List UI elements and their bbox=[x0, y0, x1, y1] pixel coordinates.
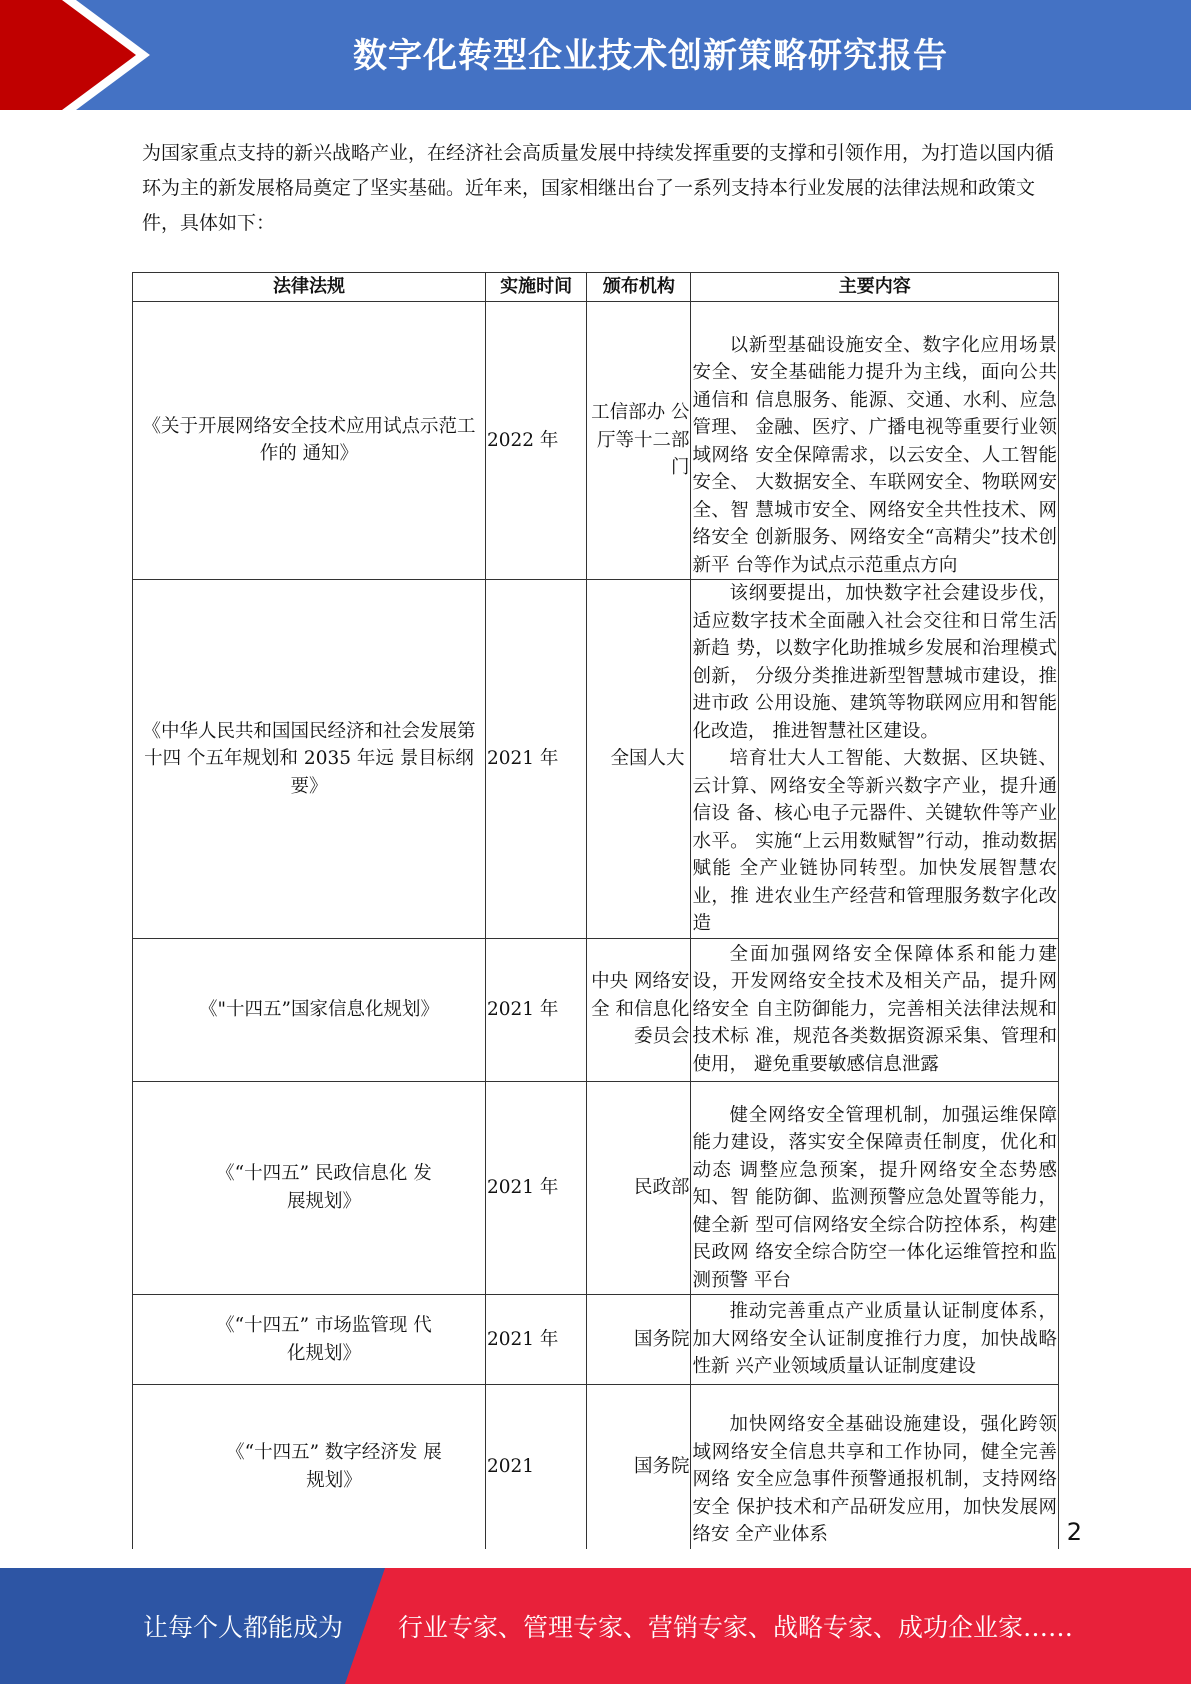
table-row bbox=[133, 301, 1059, 580]
content-paragraph: 培育壮大人工智能、大数据、区块链、云计算、网络安全等新兴数字产业，提升通信设 备、核心电子元器件、关键软件等产业水平。 实施“上云用数赋智”行动，推动数据赋能 全产业链协同转型。加快发展智慧农业，推 进农业生产经营和管理服务数字化改造 bbox=[692, 748, 1057, 934]
law-name: 《中华人民共和国国民经济和社会发展第十四 个五年规划和 2035 年远 景目标纲要》 bbox=[133, 580, 486, 939]
law-content bbox=[691, 1295, 1059, 1385]
content-paragraph: 该纲要提出，加快数字社会建设步伐，适应数字技术全面融入社会交往和日常生活新趋 势，以数字化助推城乡发展和治理模式创新， 分级分类推进新型智慧城市建设，推进市政 公用设施、建筑等物联网应用和智能化改造， 推进智慧社区建设。 bbox=[692, 583, 1057, 742]
content-paragraph: 推动完善重点产业质量认证制度体系，加大网络安全认证制度推行力度，加快战略性新 兴产业领域质量认证制度建设 bbox=[692, 1301, 1057, 1378]
law-name: 《“十四五” 数字经济发 展规划》 bbox=[133, 1385, 486, 1549]
table-row bbox=[133, 1385, 1059, 1549]
law-content bbox=[691, 938, 1059, 1081]
header-red-block bbox=[0, 0, 150, 110]
law-name: 《“十四五” 民政信息化 发展规划》 bbox=[133, 1081, 486, 1295]
table-row bbox=[133, 1295, 1059, 1385]
footer-slogan-left: 让每个人都能成为 bbox=[143, 1613, 344, 1642]
law-date: 2022 年 bbox=[485, 301, 586, 580]
law-content bbox=[691, 1081, 1059, 1295]
content-paragraph: 全面加强网络安全保障体系和能力建设，开发网络安全技术及相关产品，提升网络安全 自主防御能力，完善相关法律法规和技术标 准，规范各类数据资源采集、管理和使用， 避免重要敏感信息泄露 bbox=[692, 943, 1057, 1075]
law-date: 2021 年 bbox=[485, 580, 586, 939]
regulations-table bbox=[132, 272, 1059, 1549]
law-org: 民政部 bbox=[587, 1081, 691, 1295]
intro-paragraph: 为国家重点支持的新兴战略产业，在经济社会高质量发展中持续发挥重要的支撑和引领作用，为打造以国内循环为主的新发展格局奠定了坚实基础。近年来，国家相继出台了一系列支持本行业发展的法律法规和政策文件，具体如下： bbox=[142, 142, 1055, 234]
law-name: 《关于开展网络安全技术应用试点示范工作的 通知》 bbox=[133, 301, 486, 580]
law-date: 2021 年 bbox=[485, 1295, 586, 1385]
footer-slogan-right: 行业专家、管理专家、营销专家、战略专家、成功企业家…… bbox=[398, 1613, 1074, 1642]
law-org: 工信部办 公厅等十二部门 bbox=[587, 301, 691, 580]
law-org: 国务院 bbox=[587, 1385, 691, 1549]
content-paragraph: 加快网络安全基础设施建设，强化跨领域网络安全信息共享和工作协同，健全完善网络 安全应急事件预警通报机制，支持网络安全 保护技术和产品研发应用，加快发展网络安 全产业体系 bbox=[692, 1414, 1057, 1545]
header-org: 颁布机构 bbox=[587, 273, 691, 302]
report-title: 数字化转型企业技术创新策略研究报告 bbox=[353, 36, 948, 76]
law-content bbox=[691, 301, 1059, 580]
content-paragraph: 以新型基础设施安全、数字化应用场景安全、安全基础能力提升为主线，面向公共通信和 信息服务、能源、交通、水利、应急管理、 金融、医疗、广播电视等重要行业领域网络 安全保障需求，以云安全、人工智能安全、 大数据安全、车联网安全、物联网安全、智 慧城市安全、网络安全共性技术、网络安全 创新服务、网络安全“高精尖”技术创新平 台等作为试点示范重点方向 bbox=[692, 334, 1057, 576]
table-row bbox=[133, 938, 1059, 1081]
law-org: 国务院 bbox=[587, 1295, 691, 1385]
law-content bbox=[691, 580, 1059, 939]
header-content: 主要内容 bbox=[691, 273, 1059, 302]
law-name: 《"十四五”国家信息化规划》 bbox=[133, 938, 486, 1081]
table-row bbox=[133, 580, 1059, 939]
law-date: 2021 年 bbox=[485, 1081, 586, 1295]
law-date: 2021 bbox=[485, 1385, 586, 1549]
content-paragraph: 健全网络安全管理机制，加强运维保障能力建设，落实安全保障责任制度，优化和动态 调整应急预案，提升网络安全态势感知、智 能防御、监测预警应急处置等能力，健全新 型可信网络安全综合防控体系，构建民政网 络安全综合防空一体化运维管控和监测预警 平台 bbox=[692, 1104, 1057, 1291]
law-date: 2021 年 bbox=[485, 938, 586, 1081]
header-law: 法律法规 bbox=[133, 273, 486, 302]
table-header-row bbox=[133, 273, 1059, 302]
law-org: 全国人大 bbox=[587, 580, 691, 939]
law-org: 中央 网络安全 和信息化 委员会 bbox=[587, 938, 691, 1081]
header-date: 实施时间 bbox=[485, 273, 586, 302]
header-banner bbox=[0, 0, 1191, 110]
footer-banner bbox=[0, 1568, 1191, 1684]
law-content bbox=[691, 1385, 1059, 1549]
law-name: 《“十四五” 市场监管现 代化规划》 bbox=[133, 1295, 486, 1385]
table-row bbox=[133, 1081, 1059, 1295]
page-number: 2 bbox=[1066, 1518, 1082, 1546]
